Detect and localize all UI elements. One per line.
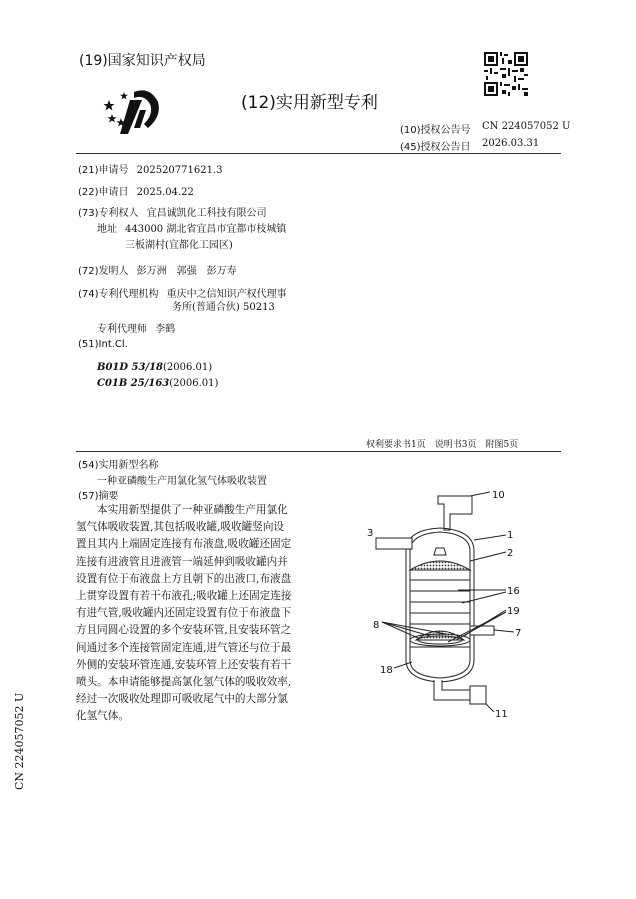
inventors-row (78, 259, 237, 278)
inventors: 彭万洲 郭强 彭万寿 (136, 266, 237, 277)
address-line-2: 三板湖村(宜都化工园区) (125, 240, 233, 251)
patentee-label: (73)专利权人 (78, 208, 139, 219)
side-pub-number: CN 224057052 U (13, 692, 26, 790)
abstract-line: 上贯穿设置有若干布液孔;吸收罐上还固定连接 (76, 590, 292, 603)
office-name: (19)国家知识产权局 (79, 53, 206, 69)
inventors-label: (72)发明人 (78, 266, 129, 277)
abstract-label: (57)摘要 (78, 491, 119, 502)
figure-label-7: 7 (515, 628, 522, 639)
abstract-line: 氢气体吸收装置,其包括吸收罐,吸收罐竖向设 (76, 521, 285, 534)
figure-label-2: 2 (507, 548, 514, 559)
agency-line-2: 务所(普通合伙) 50213 (172, 302, 275, 313)
abstract-line: 有进气管,吸收罐内还固定设置有位于布液盘下 (76, 607, 292, 620)
cnipa-logo (100, 88, 170, 138)
intcl-label: (51)Int.Cl. (78, 339, 128, 350)
title-label: (54)实用新型名称 (78, 460, 159, 471)
app-no-row (78, 158, 223, 177)
abstract-line: 设置有位于布液盘上方且朝下的出液口,布液盘 (76, 572, 292, 585)
agency-line-1: 重庆中之信知识产权代理事 (166, 289, 287, 300)
agency-label: (74)专利代理机构 (78, 289, 159, 300)
address-label: 地址 (97, 224, 117, 235)
agent-label: 专利代理师 (97, 324, 147, 335)
abstract-line: 外侧的安装环管连通,安装环管上还安装有若干 (76, 658, 292, 671)
figure-label-10: 10 (492, 490, 505, 501)
intcl-date: (2006.01) (169, 378, 219, 389)
qr-code (484, 52, 528, 96)
divider-middle (76, 451, 561, 452)
app-date-row (78, 180, 194, 199)
intcl-entry (97, 371, 218, 390)
abstract-line: 置且其内上端固定连接有布液盘,吸收罐还固定 (76, 538, 292, 551)
abstract-line: 化氢气体。 (76, 710, 129, 723)
app-no: 202520771621.3 (136, 165, 223, 176)
figure-label-19: 19 (507, 606, 520, 617)
intcl-date: (2006.01) (163, 362, 213, 373)
app-date-label: (22)申请日 (78, 187, 129, 198)
address-line-1: 443000 湖北省宜昌市宜都市枝城镇 (125, 224, 287, 235)
app-no-label: (21)申请号 (78, 165, 129, 176)
page-counts: 权利要求书1页 说明书3页 附图5页 (366, 440, 519, 450)
figure-label-11: 11 (495, 709, 508, 720)
abstract-text (76, 502, 324, 726)
abstract-line: 喷头。本申请能够提高氯化氢气体的吸收效率, (76, 676, 292, 689)
figure-label-18: 18 (380, 665, 393, 676)
abstract-line: 间通过多个连接管固定连通,进气管还与位于最 (76, 641, 292, 654)
figure-label-3: 3 (367, 528, 374, 539)
abstract-line: 方且同圆心设置的多个安装环管,且安装环管之 (76, 624, 292, 637)
app-date: 2025.04.22 (136, 187, 194, 198)
agent-row (97, 317, 175, 336)
pub-no-label: (10)授权公告号 (400, 125, 471, 136)
pub-date: 2026.03.31 (482, 138, 540, 149)
figure-label-1: 1 (507, 530, 514, 541)
figure-label-8: 8 (373, 620, 380, 631)
absorption-tank-figure (360, 480, 540, 720)
patentee: 宜昌诚凯化工科技有限公司 (146, 208, 267, 219)
pub-date-label: (45)授权公告日 (400, 142, 471, 153)
pub-no: CN 224057052 U (482, 121, 571, 132)
abstract-line: 本实用新型提供了一种亚磷酸生产用氯化 (97, 504, 288, 516)
intcl-code: C01B 25/163 (97, 378, 170, 389)
figure-label-16: 16 (507, 586, 520, 597)
intcl-code: B01D 53/18 (97, 362, 164, 373)
divider-top (76, 153, 561, 154)
abstract-line: 经过一次吸收处理即可吸收尾气中的大部分氯 (76, 693, 288, 706)
document-type: (12)实用新型专利 (241, 93, 378, 113)
utility-model-title: 一种亚磷酸生产用氯化氢气体吸收装置 (97, 476, 267, 487)
agent: 李鹤 (155, 324, 176, 335)
patentee-row (78, 201, 267, 220)
abstract-line: 连接有进液管且进液管一端延伸到吸收罐内并 (76, 555, 288, 568)
